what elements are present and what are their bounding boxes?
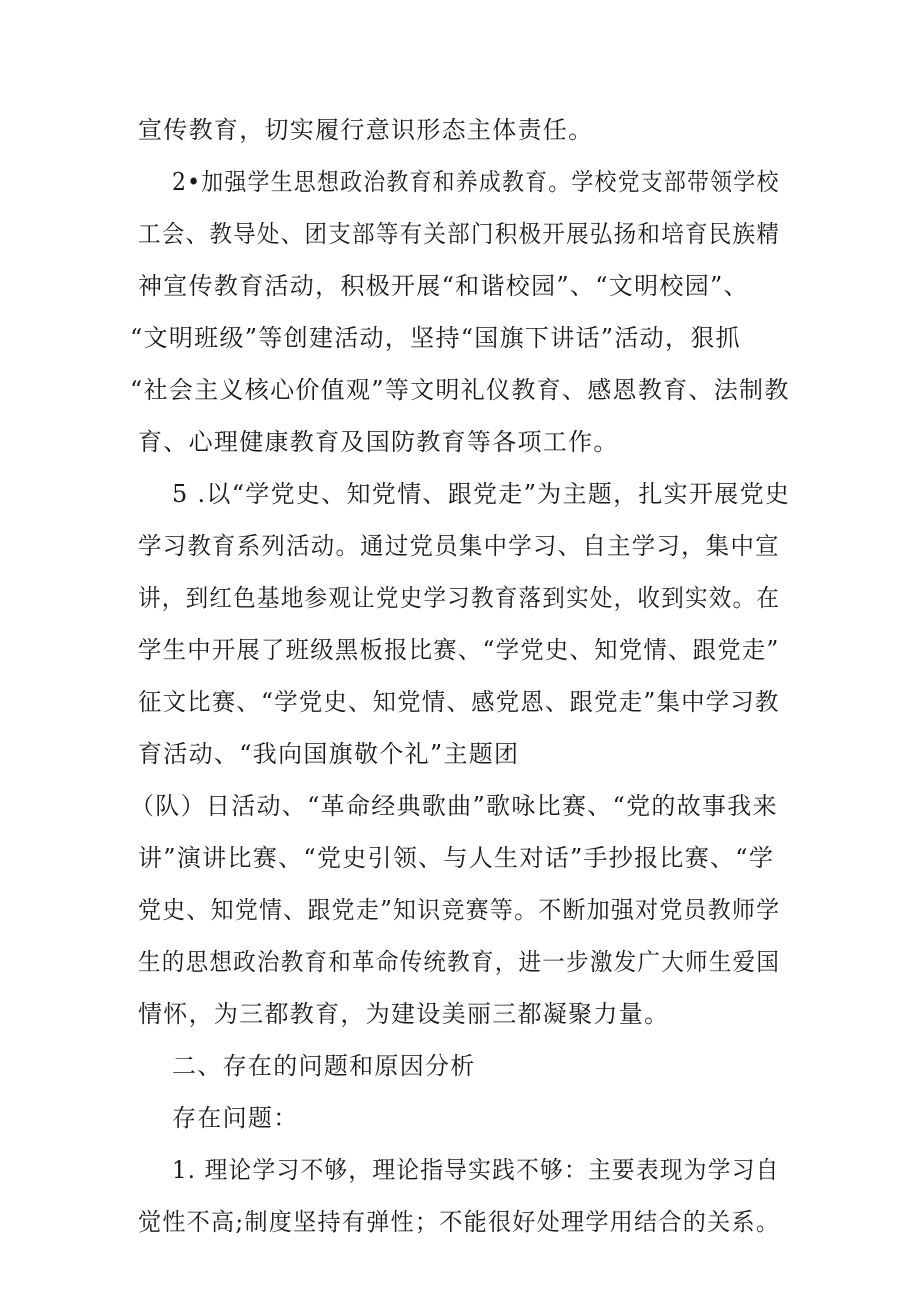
text-line: （队）日活动、“革命经典歌曲”歌咏比赛、“党的故事我来	[130, 792, 778, 820]
text-line: 1. 理论学习不够，理论指导实践不够：主要表现为学习自	[172, 1156, 780, 1184]
text-line: 工会、教导处、团支部等有关部门积极开展弘扬和培育民族精	[138, 220, 781, 248]
text-line: 党史、知党情、跟党走”知识竞赛等。不断加强对党员教师学	[138, 896, 781, 924]
subheading: 存在问题：	[172, 1104, 299, 1132]
text-line: 学习教育系列活动。通过党员集中学习、自主学习，集中宣	[138, 532, 780, 560]
text-line: 2•加强学生思想政治教育和养成教育。学校党支部带领学校	[172, 168, 780, 196]
section-heading: 二、存在的问题和原因分析	[172, 1052, 476, 1080]
text-line: 育、心理健康教育及国防教育等各项工作。	[138, 428, 619, 456]
text-line: 育活动、“我向国旗敬个礼”主题团	[138, 740, 520, 768]
text-line: 生的思想政治教育和革命传统教育，进一步激发广大师生爱国	[138, 948, 781, 976]
text-line: 情怀，为三都教育，为建设美丽三都凝聚力量。	[138, 1000, 670, 1028]
text-line: 神宣传教育活动，积极开展“和谐校园”、“文明校园”、	[138, 272, 749, 300]
text-line: 觉性不高;制度坚持有弹性；不能很好处理学用结合的关系。	[138, 1208, 781, 1236]
text-line: 讲，到红色基地参观让党史学习教育落到实处，收到实效。在	[138, 584, 781, 612]
text-line: 征文比赛、“学党史、知党情、感党恩、跟党走”集中学习教	[138, 688, 780, 716]
text-line: “文明班级”等创建活动，坚持“国旗下讲话”活动，狠抓	[130, 324, 741, 352]
text-line: 宣传教育，切实履行意识形态主体责任。	[138, 116, 594, 144]
text-line: 学生中开展了班级黑板报比赛、“学党史、知党情、跟党走”	[138, 636, 780, 664]
text-line: “社会主义核心价值观”等文明礼仪教育、感恩教育、法制教	[130, 376, 790, 404]
text-line: 5 .以“学党史、知党情、跟党走”为主题，扎实开展党史	[172, 480, 791, 508]
text-line: 讲”演讲比赛、“党史引领、与人生对话”手抄报比赛、“学	[138, 844, 775, 872]
